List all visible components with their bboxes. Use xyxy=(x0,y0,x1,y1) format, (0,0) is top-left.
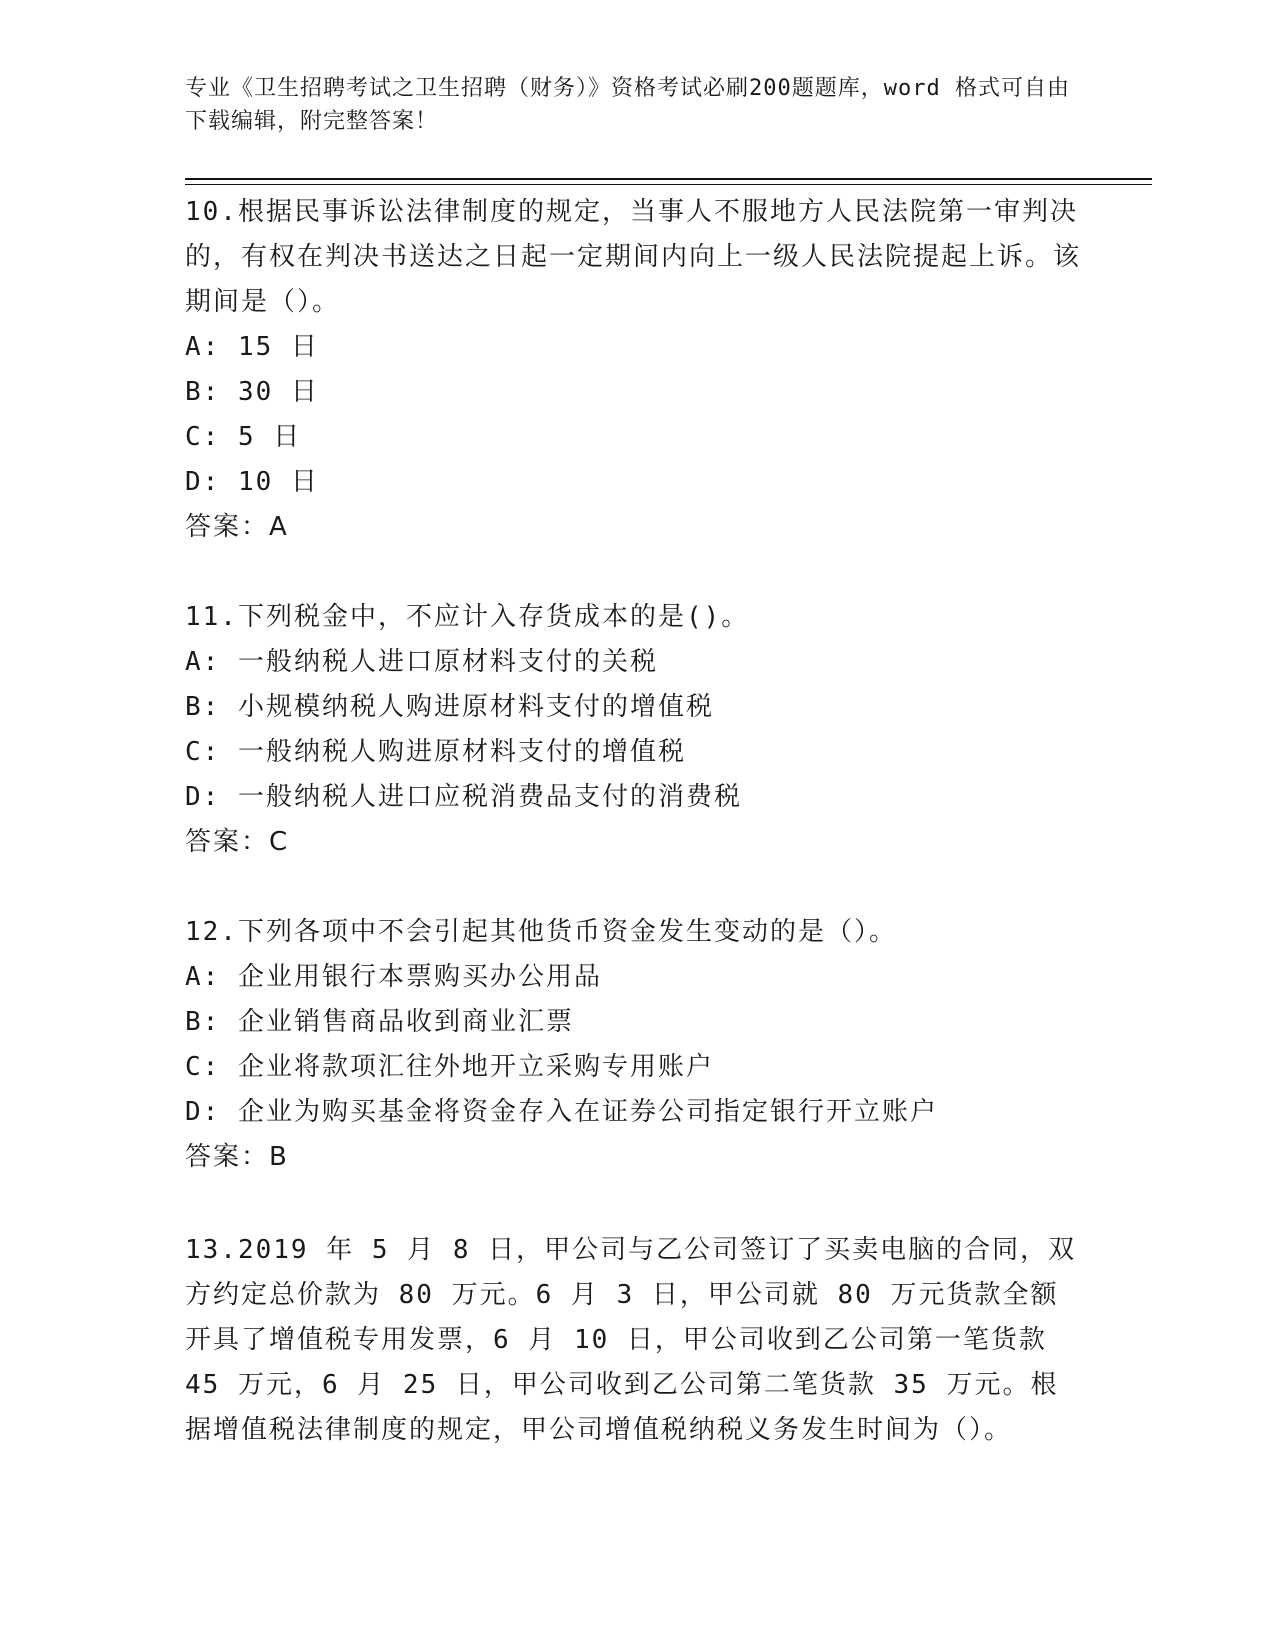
option-c: C: 企业将款项汇往外地开立采购专用账户 xyxy=(185,1052,714,1082)
option-b: B: 小规模纳税人购进原材料支付的增值税 xyxy=(185,692,714,722)
question-10 xyxy=(185,190,1085,550)
question-12 xyxy=(185,910,1085,1180)
question-text: 13.2019 年 5 月 8 日，甲公司与乙公司签订了买卖电脑的合同，双方约定总价款为 80 万元。6 月 3 日，甲公司就 80 万元货款全额开具了增值税专用发票，6 月 10 日，甲公司收到乙公司第一笔货款 45 万元，6 月 25 日，甲公司收到乙公司第二笔货款 35 万元。根据增值税法律制度的规定，甲公司增值税纳税义务发生时间为（）。 xyxy=(185,1235,1077,1445)
document-header: 专业《卫生招聘考试之卫生招聘（财务）》资格考试必刷200题题库，word 格式可自由下载编辑，附完整答案！ xyxy=(185,76,1070,134)
answer-label: 答案：C xyxy=(185,827,290,857)
question-text: 10.根据民事诉讼法律制度的规定，当事人不服地方人民法院第一审判决的，有权在判决书送达之日起一定期间内向上一级人民法院提起上诉。该期间是（）。 xyxy=(185,197,1082,317)
question-list xyxy=(185,190,1085,1453)
question-text: 12.下列各项中不会引起其他货币资金发生变动的是（）。 xyxy=(185,917,897,947)
option-a: A: 15 日 xyxy=(185,332,319,362)
question-11 xyxy=(185,595,1085,865)
option-d: D: 企业为购买基金将资金存入在证券公司指定银行开立账户 xyxy=(185,1097,938,1127)
question-13 xyxy=(185,1228,1085,1453)
header-divider-thin xyxy=(185,184,1152,185)
answer-label: 答案：A xyxy=(185,512,289,542)
option-b: B: 30 日 xyxy=(185,377,319,407)
option-c: C: 一般纳税人购进原材料支付的增值税 xyxy=(185,737,686,767)
option-c: C: 5 日 xyxy=(185,422,302,452)
question-text: 11.下列税金中，不应计入存货成本的是()。 xyxy=(185,602,750,632)
option-a: A: 企业用银行本票购买办公用品 xyxy=(185,962,602,992)
answer-label: 答案：B xyxy=(185,1142,289,1172)
option-d: D: 一般纳税人进口应税消费品支付的消费税 xyxy=(185,782,742,812)
header-divider-thick xyxy=(185,178,1152,180)
option-b: B: 企业销售商品收到商业汇票 xyxy=(185,1007,574,1037)
option-a: A: 一般纳税人进口原材料支付的关税 xyxy=(185,647,658,677)
option-d: D: 10 日 xyxy=(185,467,319,497)
